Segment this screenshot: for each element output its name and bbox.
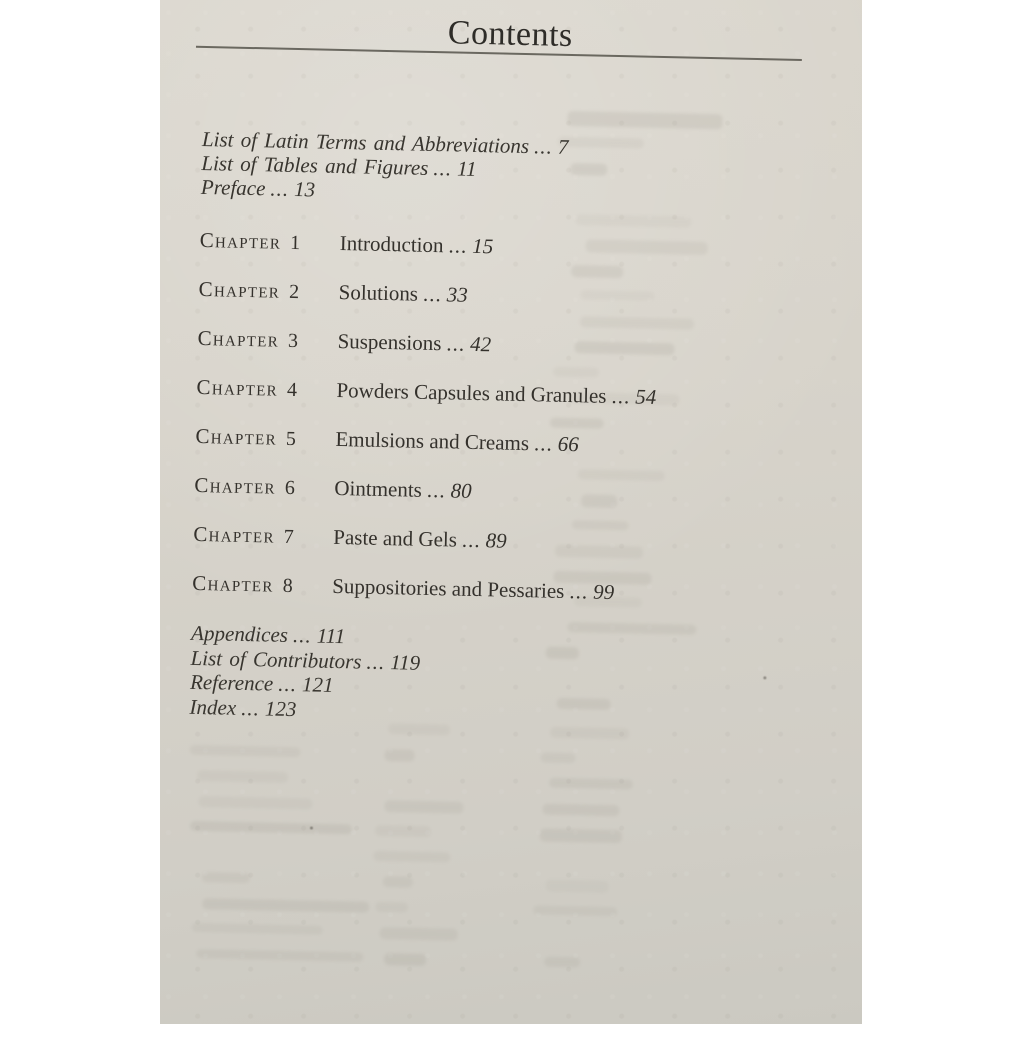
chapter-row	[194, 473, 851, 512]
dots-separator: ...	[569, 579, 589, 604]
back-matter-item	[189, 694, 419, 724]
dots-separator: ...	[422, 281, 443, 307]
chapter-title: Paste and Gels	[333, 524, 458, 552]
dots-separator: ...	[240, 695, 261, 720]
chapter-number: 8	[282, 574, 294, 598]
chapter-number: 5	[285, 427, 297, 451]
dots-separator: ...	[533, 431, 554, 456]
chapter-title-entry	[337, 329, 491, 357]
chapter-title-entry	[334, 476, 472, 504]
chapter-title: Ointments	[334, 475, 423, 502]
page-number: 89	[485, 528, 507, 553]
paper-speck	[310, 826, 313, 829]
dots-separator: ...	[461, 527, 481, 553]
chapter-row	[198, 277, 855, 316]
page-number: 33	[446, 282, 469, 307]
chapter-label: Chapter	[198, 276, 281, 303]
chapter-label: Chapter	[193, 521, 276, 548]
chapter-row	[199, 228, 856, 267]
dots-separator: ...	[366, 649, 386, 674]
back-matter-label: Appendices	[190, 620, 289, 647]
page-number: 13	[293, 176, 316, 202]
chapter-number: 2	[288, 280, 300, 304]
chapter-row	[196, 375, 853, 414]
chapter-row	[193, 522, 850, 561]
book-page	[160, 0, 862, 1024]
chapter-title-entry	[336, 378, 656, 410]
dots-separator: ...	[278, 671, 298, 697]
dots-separator: ...	[533, 134, 554, 159]
back-matter-label: Index	[189, 694, 237, 720]
chapter-label: Chapter	[194, 472, 277, 499]
front-matter-label: List of Tables and Figures	[201, 150, 429, 180]
chapter-label: Chapter	[199, 227, 282, 254]
dots-separator: ...	[292, 623, 312, 648]
chapter-row	[197, 326, 854, 365]
chapter-list	[138, 0, 862, 1039]
chapter-title-entry	[335, 427, 579, 457]
chapter-number: 6	[284, 476, 296, 500]
paper-speck	[763, 676, 766, 679]
page-number: 99	[592, 579, 615, 605]
page-number: 80	[450, 478, 472, 503]
chapter-number: 4	[286, 378, 298, 402]
dots-separator: ...	[448, 233, 468, 258]
chapter-title-entry	[333, 525, 507, 554]
page-number: 123	[264, 695, 297, 721]
back-matter-list	[189, 621, 421, 724]
chapter-label: Chapter	[196, 374, 279, 401]
page-number: 66	[557, 431, 580, 457]
chapter-number: 1	[289, 231, 301, 255]
page-content	[138, 0, 862, 1039]
dots-separator: ...	[611, 383, 631, 409]
page-number: 111	[316, 623, 346, 649]
chapter-number: 3	[287, 329, 299, 353]
chapter-title-entry	[339, 231, 493, 259]
page-number: 54	[634, 384, 657, 409]
chapter-title-entry	[332, 574, 614, 605]
front-matter-label: List of Latin Terms and Abbreviations	[201, 126, 530, 159]
page-number: 7	[557, 134, 569, 159]
chapter-title: Powders Capsules and Granules	[336, 377, 607, 408]
chapter-row	[192, 571, 849, 610]
chapter-title: Emulsions and Creams	[335, 426, 530, 456]
page-number: 119	[389, 649, 421, 675]
front-matter-label: Preface	[200, 174, 266, 201]
back-matter-label: List of Contributors	[190, 645, 362, 674]
chapter-title: Solutions	[338, 279, 419, 306]
page-number: 15	[472, 233, 494, 259]
back-matter-label: Reference	[189, 669, 274, 696]
page-number: 42	[469, 331, 492, 357]
chapter-label: Chapter	[197, 325, 280, 352]
chapter-label: Chapter	[192, 570, 274, 597]
chapter-title-entry	[338, 280, 468, 308]
page-number: 121	[301, 672, 334, 697]
chapter-row	[195, 424, 852, 463]
page-number: 11	[456, 156, 477, 181]
chapter-label: Chapter	[195, 423, 278, 450]
page-title: Contents	[447, 14, 574, 55]
dots-separator: ...	[270, 176, 290, 201]
dots-separator: ...	[433, 156, 453, 181]
chapter-title: Suspensions	[337, 328, 442, 356]
chapter-title: Introduction	[339, 230, 444, 258]
dots-separator: ...	[446, 331, 466, 356]
chapter-number: 7	[283, 525, 295, 549]
chapter-title: Suppositories and Pessaries	[331, 573, 565, 603]
dots-separator: ...	[426, 477, 446, 503]
